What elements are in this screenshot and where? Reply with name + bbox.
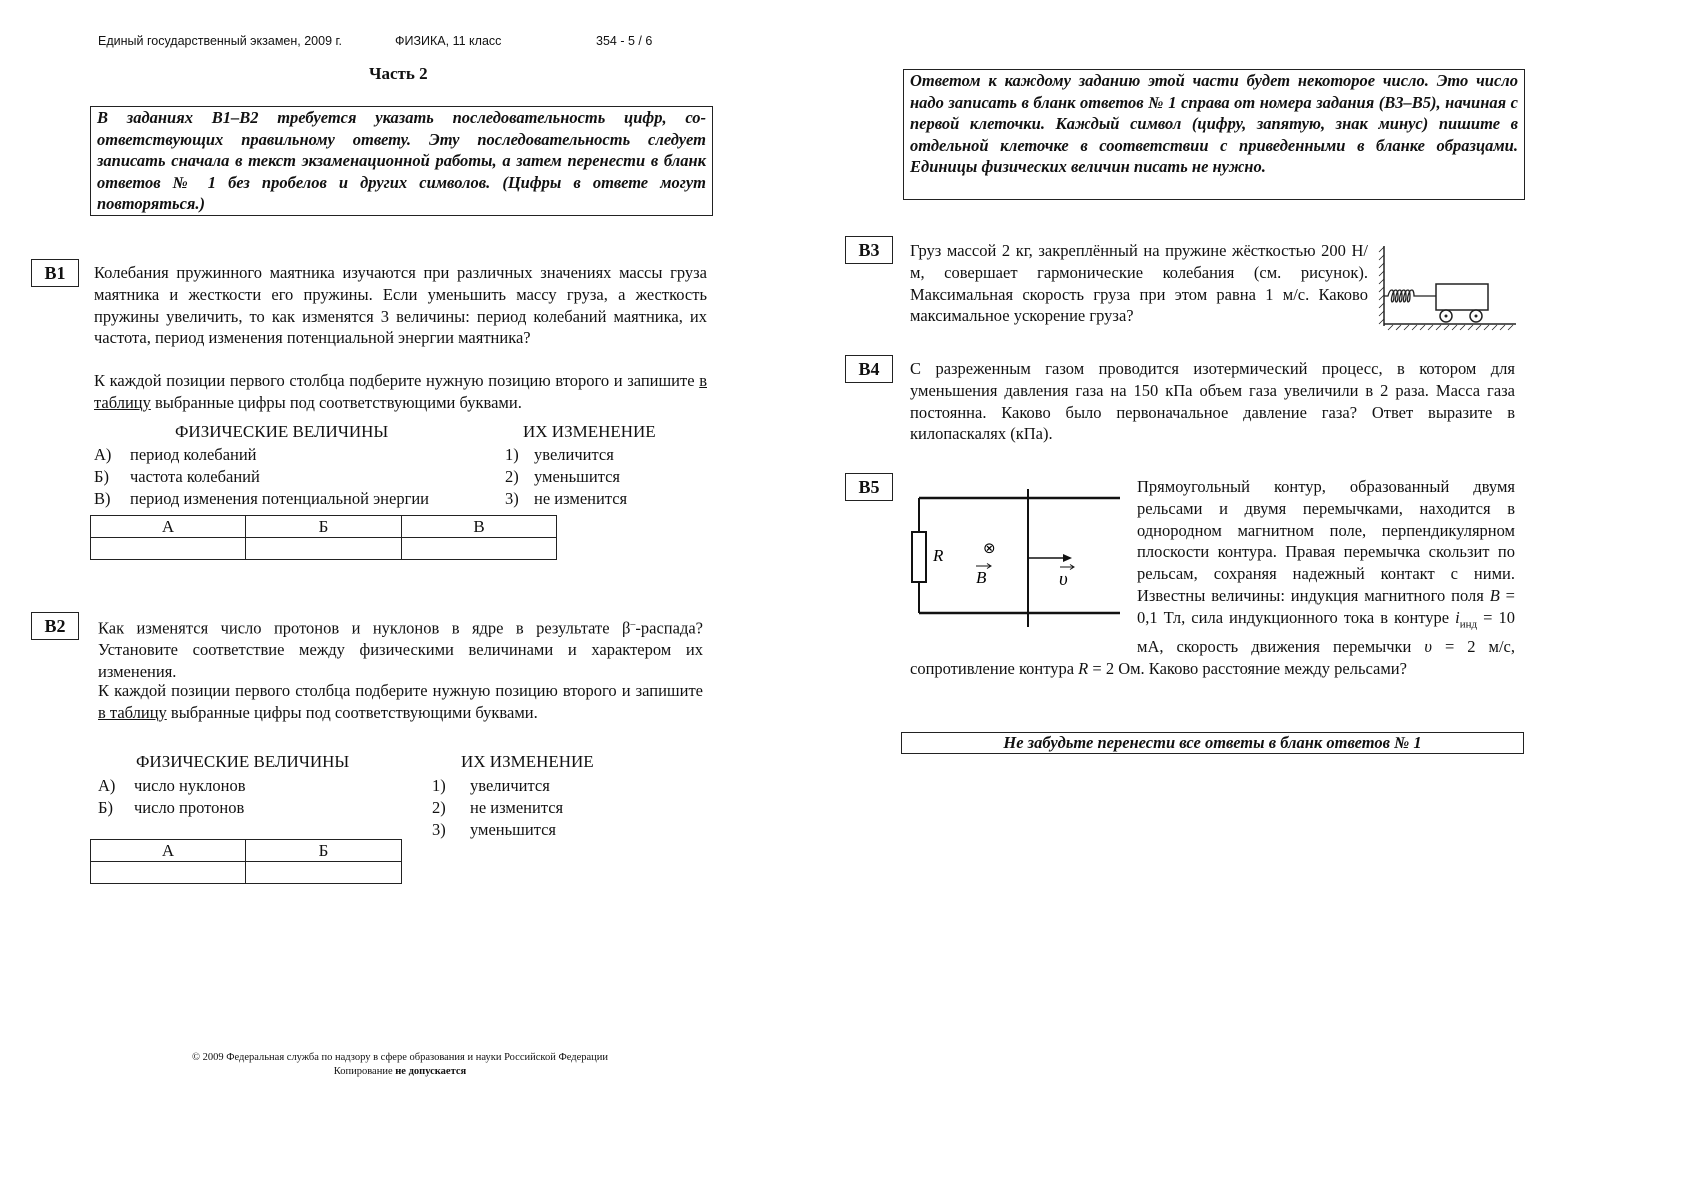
b2-right-item: 1) увеличится	[432, 776, 550, 795]
intro-b3-b5: Ответом к каждому заданию этой части будет некоторое число. Это число надо записать в бланк ответов № 1 справа от номера задания (В3–В5), начиная с первой клеточки. Каждый символ (цифру, запятую, знак минус) пишите в отдельной клеточке в соответствии с приведенными в бланке образцами. Единицы физических величин писать не нужно.	[903, 69, 1525, 200]
b2-left-item: А) число нуклонов	[98, 776, 246, 795]
header-exam: Единый государственный экзамен, 2009 г.	[98, 34, 343, 48]
reminder-banner: Не забудьте перенести все ответы в бланк ответов № 1	[901, 732, 1524, 754]
header-page: 354 - 5 / 6	[596, 34, 653, 48]
velocity-label: υ	[1059, 569, 1068, 590]
footer	[150, 1051, 650, 1079]
b4-text: С разреженным газом проводится изотермический процесс, в котором для уменьшения давления газа на 150 кПа объем газа увеличили в 2 раза. Масса газа постоянна. Каково было первоначальное давление газа? Ответ выразите в килопаскалях (кПа).	[910, 359, 1515, 444]
task-tag-b5: В5	[845, 473, 893, 501]
floor-hatching	[1388, 325, 1513, 330]
b1-answer-table	[90, 515, 557, 560]
spring	[1384, 290, 1436, 302]
answer-header-b: Б	[246, 516, 402, 538]
b2-instruction: К каждой позиции первого столбца подберите нужную позицию второго и запишите в таблицу выбранные цифры под соответствующими буквами.	[98, 681, 703, 722]
answer-header-b: Б	[246, 840, 402, 862]
task-tag-b1: В1	[31, 259, 79, 287]
b1-right-item: 2) уменьшится	[505, 467, 621, 486]
answer-cell-a[interactable]	[91, 862, 246, 884]
wheel-axle	[1445, 315, 1448, 318]
resistor-label: R	[933, 546, 944, 565]
b1-left-item: В) период изменения потенциальной энергии	[94, 489, 429, 508]
answer-cell-v[interactable]	[402, 538, 557, 560]
task-tag-b3: В3	[845, 236, 893, 264]
b2-left-header: ФИЗИЧЕСКИЕ ВЕЛИЧИНЫ	[136, 752, 350, 771]
header-subject: ФИЗИКА, 11 класс	[395, 34, 502, 48]
b1-right-item: 1) увеличится	[505, 445, 614, 464]
b1-text: Колебания пружинного маятника изучаются при различных значениях массы груза маятника и жесткости его пружины. Если уменьшить массу груза, а жесткость пружины увеличить, то как изменятся 3 величины: период колебаний маятника, их частота, период изменения потенциальной энергии маятника?	[94, 263, 707, 348]
field-label: B	[976, 568, 987, 587]
answer-header-a: А	[91, 840, 246, 862]
field-into-page-icon: ⊗	[983, 539, 996, 557]
b3-text: Груз массой 2 кг, закреплённый на пружине жёсткостью 200 Н/м, совершает гармонические колебания (см. рисунок). Максимальная скорость груза при этом равна 1 м/с. Каково максимальное ускорение груза?	[910, 241, 1368, 326]
answer-cell-b[interactable]	[246, 862, 402, 884]
b1-left-header: ФИЗИЧЕСКИЕ ВЕЛИЧИНЫ	[175, 422, 389, 441]
footer-copyright: © 2009 Федеральная служба по надзору в сфере образования и науки Российской Федерации	[191, 1052, 609, 1063]
b2-right-header: ИХ ИЗМЕНЕНИЕ	[461, 752, 594, 771]
spring-cart-figure	[1376, 240, 1518, 332]
answer-cell-b[interactable]	[246, 538, 402, 560]
b2-right-item: 2) не изменится	[432, 798, 564, 817]
figure-spacer	[910, 476, 1137, 650]
part-title: Часть 2	[369, 64, 428, 83]
task-tag-b4: В4	[845, 355, 893, 383]
cart-body	[1436, 284, 1488, 310]
b2-left-item: Б) число протонов	[98, 798, 245, 817]
b2-text: Как изменятся число протонов и нуклонов в ядре в результате β–-распада? Установите соответствие между физическими величинами и характером их изменения.	[98, 618, 703, 682]
b1-right-item: 3) не изменится	[505, 489, 628, 508]
b1-instruction: К каждой позиции первого столбца подберите нужную позицию второго и запишите в таблицу выбранные цифры под соответствующими буквами.	[94, 371, 707, 412]
b5-text: Прямоугольный контур, образованный двумя рельсами и двумя перемычками, находится в однородном магнитном поле, перпендикулярном плоскости контура. Правая перемычка скользит по рельсам, сохраняя надежный контакт с ними. Известны величины: индукция магнитного поля B = 0,1 Тл, сила индукционного тока в контуре $i_{инд} = 10$ мА, скорость движения перемычки υ = 2 м/с, сопротивление контура R = 2 Ом. Каково расстояние между рельсами?	[910, 477, 1516, 678]
b2-answer-table	[90, 839, 402, 884]
task-tag-b2: В2	[31, 612, 79, 640]
intro-b1-b2: В заданиях В1–В2 требуется указать последовательность цифр, соответствующих правильному ответу. Эту последовательность следует записать сначала в текст экзаменационной работы, а затем перенести в бланк ответов № 1 без пробелов и других символов. (Цифры в ответе могут повторяться.)	[90, 106, 713, 216]
b2-right-item: 3) уменьшится	[432, 820, 557, 839]
footer-copy-notice: Копирование не допускается	[333, 1066, 467, 1077]
answer-header-a: А	[91, 516, 246, 538]
b1-left-item: А) период колебаний	[94, 445, 257, 464]
wheel-axle	[1475, 315, 1478, 318]
answer-header-v: В	[402, 516, 557, 538]
b1-left-item: Б) частота колебаний	[94, 467, 260, 486]
b1-right-header: ИХ ИЗМЕНЕНИЕ	[523, 422, 656, 441]
answer-cell-a[interactable]	[91, 538, 246, 560]
